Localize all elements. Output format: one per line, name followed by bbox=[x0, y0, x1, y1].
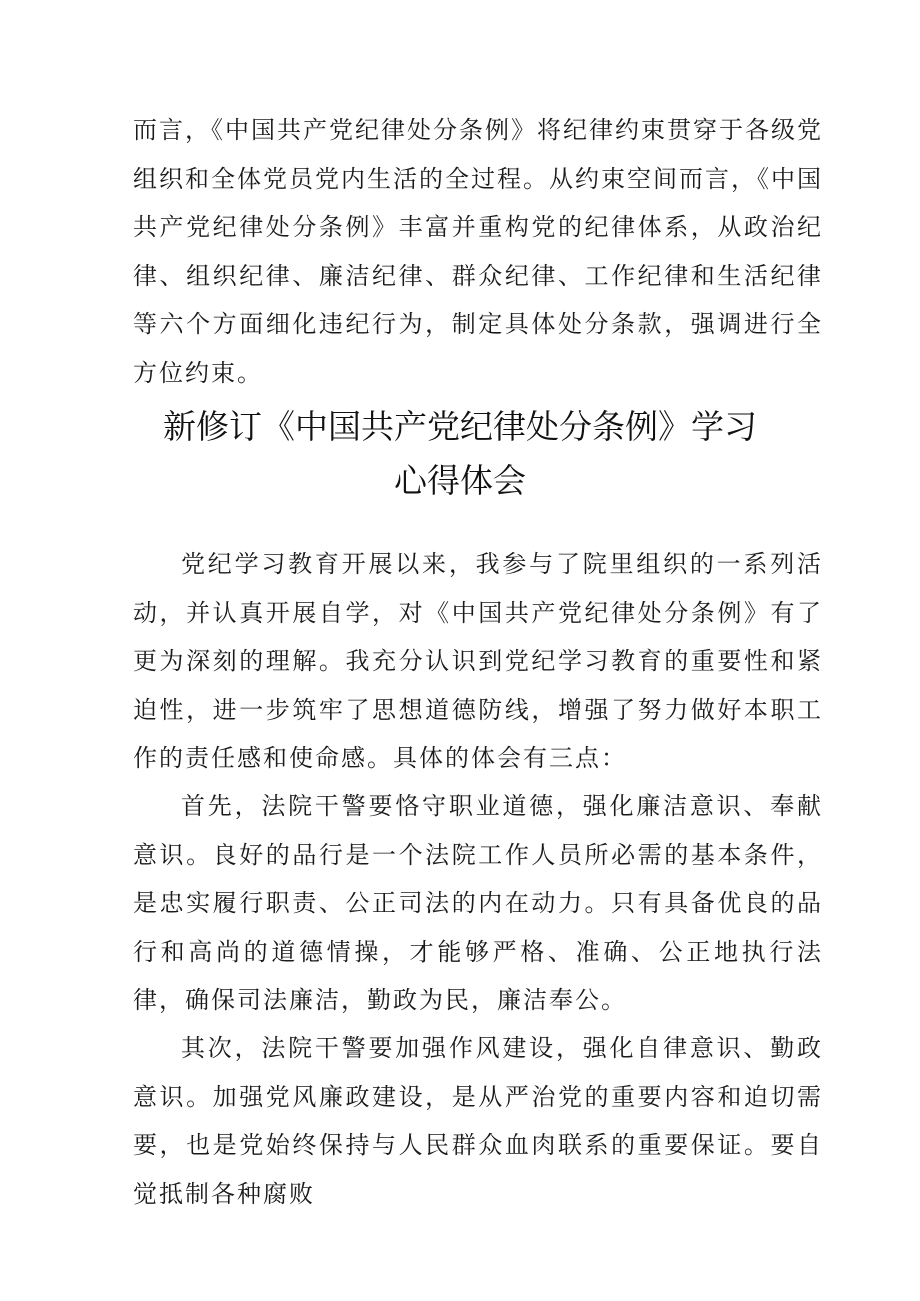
title-line-1: 新修订《中国共产党纪律处分条例》学习 bbox=[163, 407, 757, 446]
intro-paragraph: 而言，《中国共产党纪律处分条例》将纪律约束贯穿于各级党组织和全体党员党内生活的全过程。从约束空间而言，《中国共产党纪律处分条例》丰富并重构党的纪律体系，从政治纪律、组织纪律、廉洁纪律、群众纪律、工作纪律和生活纪律等六个方面细化违纪行为，制定具体处分条款，强调进行全方位约束。 bbox=[133, 116, 823, 387]
body-paragraph-1: 党纪学习教育开展以来，我参与了院里组织的一系列活动，并认真开展自学，对《中国共产党纪律处分条例》有了更为深刻的理解。我充分认识到党纪学习教育的重要性和紧迫性，进一步筑牢了思想道德防线，增强了努力做好本职工作的责任感和使命感。具体的体会有三点： bbox=[133, 550, 823, 773]
article-title bbox=[100, 400, 820, 508]
title-line-2: 心得体会 bbox=[394, 461, 526, 500]
body-paragraph-2: 首先，法院干警要恪守职业道德，强化廉洁意识、奉献意识。良好的品行是一个法院工作人员所必需的基本条件，是忠实履行职责、公正司法的内在动力。只有具备优良的品行和高尚的道德情操，才能够严格、准确、公正地执行法律，确保司法廉洁，勤政为民，廉洁奉公。 bbox=[133, 792, 823, 1015]
body-paragraph-3: 其次，法院干警要加强作风建设，强化自律意识、勤政意识。加强党风廉政建设，是从严治党的重要内容和迫切需要，也是党始终保持与人民群众血肉联系的重要保证。要自觉抵制各种腐败 bbox=[133, 1034, 823, 1208]
